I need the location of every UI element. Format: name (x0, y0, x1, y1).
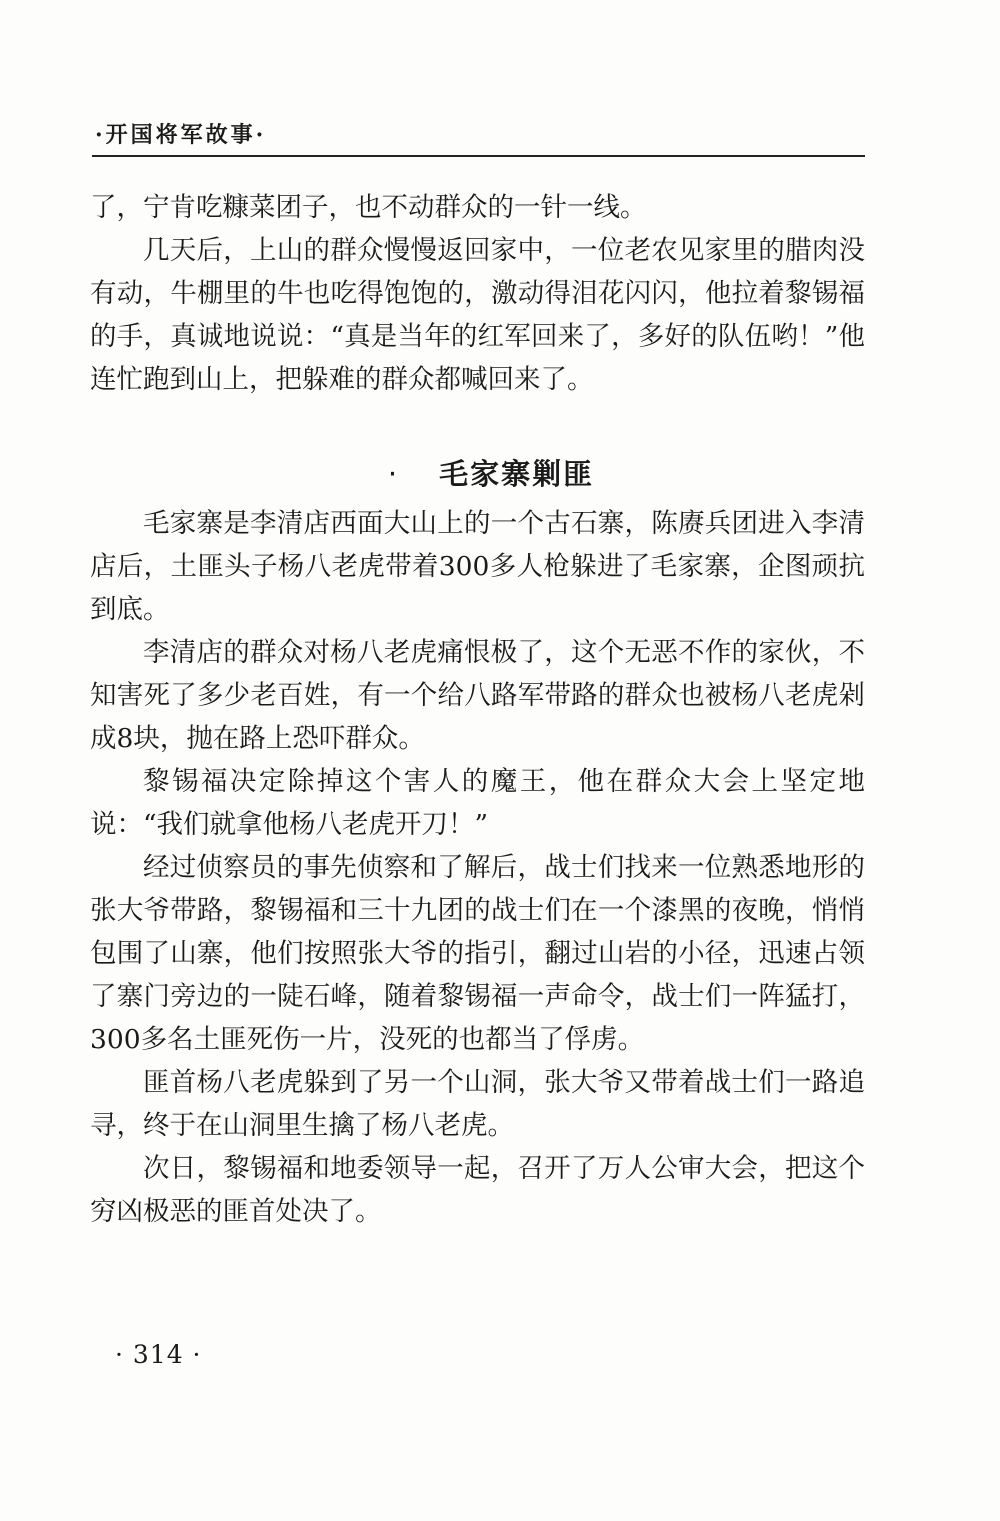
paragraph-villagers-hatred: 李清店的群众对杨八老虎痛恨极了，这个无恶不作的家伙，不知害死了多少老百姓，有一个给八路军带路的群众也被杨八老虎剁成8块，抛在路上恐吓群众。 (90, 637, 865, 754)
header-rule (92, 155, 865, 157)
running-header: ·开国将军故事· (95, 122, 267, 148)
paragraph-capture: 匪首杨八老虎躲到了另一个山洞，张大爷又带着战士们一路追寻，终于在山洞里生擒了杨八老虎。 (90, 1067, 865, 1141)
section-title-text: 毛家寨剿匪 (439, 457, 595, 491)
paragraph-decision: 黎锡福决定除掉这个害人的魔王，他在群众大会上坚定地说：“我们就拿他杨八老虎开刀！” (90, 766, 865, 840)
paragraph-continued: 了，宁肯吃糠菜团子，也不动群众的一针一线。 (90, 192, 647, 223)
paragraph-maojiazhai-intro: 毛家寨是李清店西面大山上的一个古石寨，陈赓兵团进入李清店后，土匪头子杨八老虎带着300多人枪躲进了毛家寨，企图顽抗到底。 (90, 508, 865, 625)
paragraph-execution: 次日，黎锡福和地委领导一起，召开了万人公审大会，把这个穷凶极恶的匪首处决了。 (90, 1153, 865, 1227)
section-bullet: · (387, 457, 400, 491)
paragraph-attack: 经过侦察员的事先侦察和了解后，战士们找来一位熟悉地形的张大爷带路，黎锡福和三十九团的战士们在一个漆黑的夜晚，悄悄包围了山寨，他们按照张大爷的指引，翻过山岩的小径，迅速占领了寨门旁边的一陡石峰，随着黎锡福一声命令，战士们一阵猛打，300多名土匪死伤一片，没死的也都当了俘虏。 (90, 852, 865, 1055)
section-title (0, 452, 1000, 493)
paragraph-old-farmer: 几天后，上山的群众慢慢返回家中，一位老农见家里的腊肉没有动，牛棚里的牛也吃得饱饱的，激动得泪花闪闪，他拉着黎锡福的手，真诚地说说：“真是当年的红军回来了，多好的队伍哟！”他连忙跑到山上，把躲难的群众都喊回来了。 (90, 235, 865, 395)
page-number: · 314 · (115, 1340, 202, 1369)
